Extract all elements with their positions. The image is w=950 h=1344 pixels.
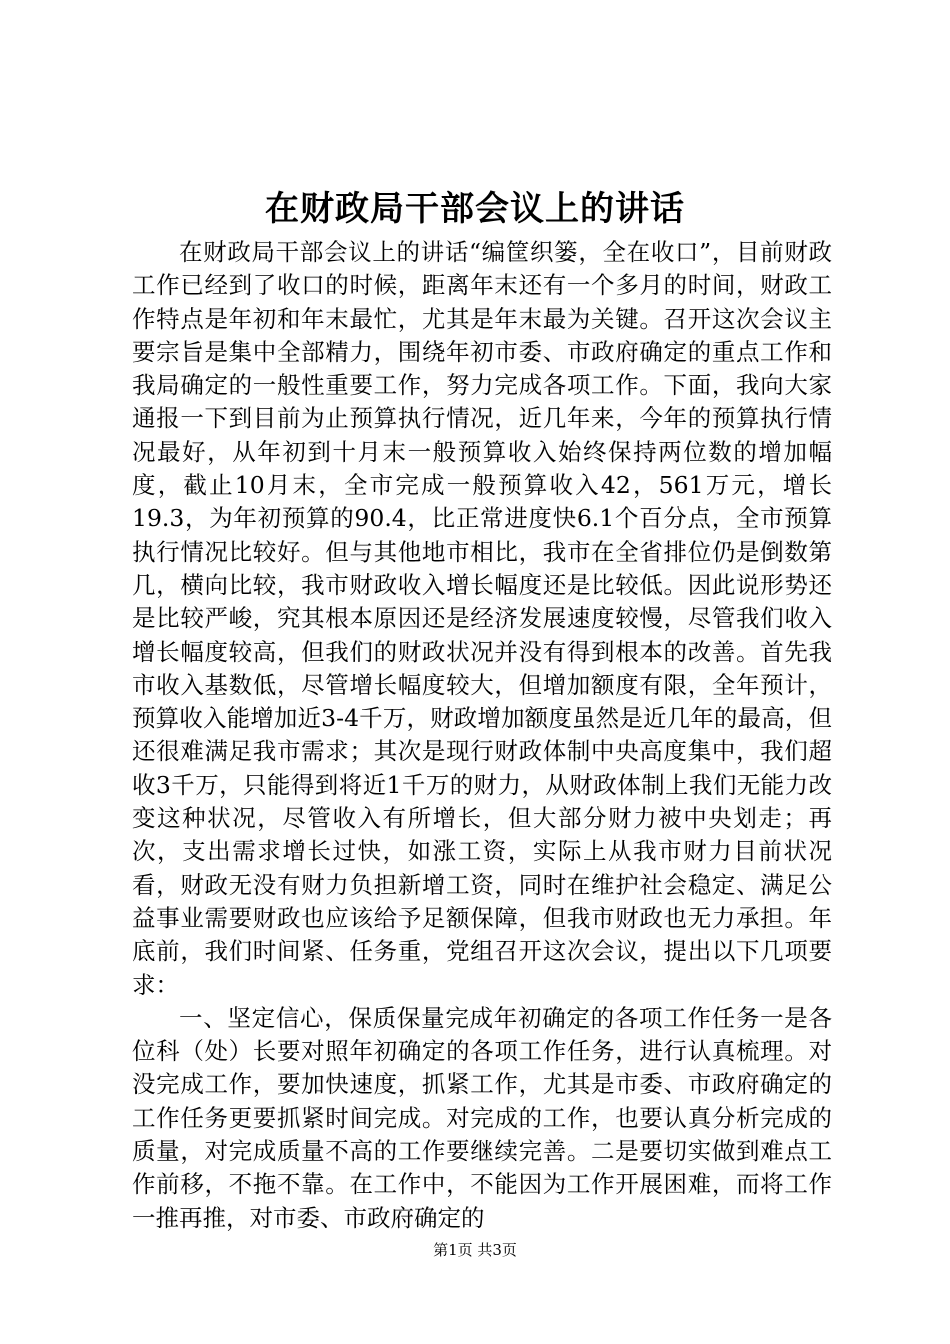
paragraph-1: 在财政局干部会议上的讲话“编筐织篓，全在收口”，目前财政工作已经到了收口的时候，距离年末还有一个多月的时间，财政工作特点是年初和年末最忙，尤其是年末最为关键。召开这次会议主要宗旨是集中全部精力，围绕年初市委、市政府确定的重点工作和我局确定的一般性重要工作，努力完成各项工作。下面，我向大家通报一下到目前为止预算执行情况，近几年来，今年的预算执行情况最好，从年初到十月末一般预算收入始终保持两位数的增加幅度，截止10月末，全市完成一般预算收入42，561万元，增长19.3，为年初预算的90.4，比正常进度快6.1个百分点，全市预算执行情况比较好。但与其他地市相比，我市在全省排位仍是倒数第几，横向比较，我市财政收入增长幅度还是比较低。因此说形势还是比较严峻，究其根本原因还是经济发展速度较慢，尽管我们收入增长幅度较高，但我们的财政状况并没有得到根本的改善。首先我市收入基数低，尽管增长幅度较大，但增加额度有限，全年预计，预算收入能增加近3-4千万，财政增加额度虽然是近几年的最高，但还很难满足我市需求；其次是现行财政体制中央高度集中，我们超收3千万，只能得到将近1千万的财力，从财政体制上我们无能力改变这种状况，尽管收入有所增长，但大部分财力被中央划走；再次，支出需求增长过快，如涨工资，实际上从我市财力目前状况看，财政无没有财力负担新增工资，同时在维护社会稳定、满足公益事业需要财政也应该给予足额保障，但我市财政也无力承担。年底前，我们时间紧、任务重，党组召开这次会议，提出以下几项要求：	[132, 238, 832, 999]
paragraph-2: 一、坚定信心，保质保量完成年初确定的各项工作任务一是各位科（处）长要对照年初确定的各项工作任务，进行认真梳理。对没完成工作，要加快速度，抓紧工作，尤其是市委、市政府确定的工作任务更要抓紧时间完成。对完成的工作，也要认真分析完成的质量，对完成质量不高的工作要继续完善。二是要切实做到难点工作前移，不拖不靠。在工作中，不能因为工作开展困难，而将工作一推再推，对市委、市政府确定的	[132, 1003, 832, 1232]
document-body	[132, 236, 832, 1235]
document-title: 在财政局干部会议上的讲话	[265, 189, 685, 229]
page-footer: 第1页 共3页	[433, 1241, 517, 1259]
